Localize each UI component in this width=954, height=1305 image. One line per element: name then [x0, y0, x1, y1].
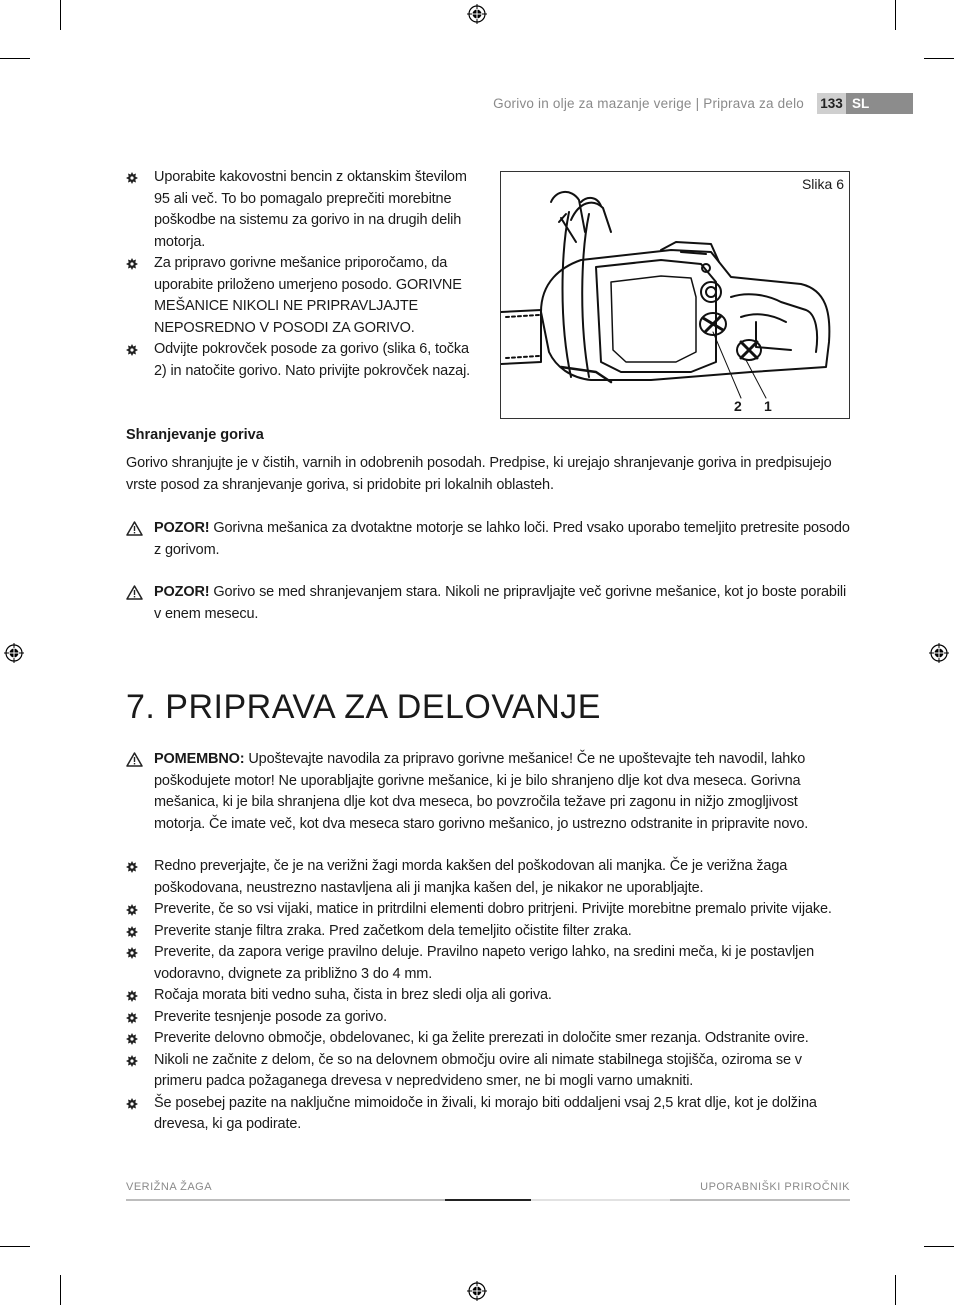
crop-mark [0, 1246, 30, 1247]
list-item: Preverite delovno območje, obdelovanec, ki ga želite prerezati in določite smer rezanja. Odstranite ovire. [126, 1028, 850, 1050]
warning-label: POZOR! [154, 584, 210, 600]
registration-mark-icon [4, 643, 24, 663]
registration-mark-icon [929, 643, 949, 663]
important-label: POMEMBNO: [154, 751, 245, 767]
list-item: Ročaja morata biti vedno suha, čista in brez sledi olja ali goriva. [126, 985, 850, 1007]
figure-6 [500, 171, 850, 419]
warning-block [126, 518, 850, 561]
figure-label-1: 1 [764, 398, 772, 414]
list-item: Redno preverjajte, če je na verižni žagi morda kakšen del poškodovan ali manjka. Če je verižna žaga poškodovana, neustrezno nastavljena ali ji manjka kašen del, je nikakor ne uporabljajte. [126, 856, 850, 899]
bullet-icon [126, 990, 138, 1002]
crop-mark [924, 58, 954, 59]
important-block [126, 749, 850, 835]
section-title: 7. PRIPRAVA ZA DELOVANJE [126, 688, 601, 726]
crop-mark [895, 0, 896, 30]
warning-block [126, 582, 850, 625]
storage-heading: Shranjevanje goriva [126, 427, 264, 443]
list-item: Še posebej pazite na naključne mimoidoče in živali, ki morajo biti oddaljeni vsaj 2,5 krat dlje, kot je dolžina drevesa, ki ga podirate. [126, 1093, 850, 1136]
crop-mark [924, 1246, 954, 1247]
crop-mark [60, 1275, 61, 1305]
list-item: Preverite stanje filtra zraka. Pred začetkom dela temeljito očistite filter zraka. [126, 921, 850, 943]
list-item: Uporabite kakovostni bencin z oktanskim številom 95 ali več. To bo pomagalo preprečiti morebitne poškodbe na sistemu za gorivo in na drugih delih motorja. [126, 167, 478, 253]
page-number: 133 [817, 93, 846, 114]
bullet-icon [126, 344, 138, 356]
bullet-icon [126, 1098, 138, 1110]
registration-mark-icon [467, 1281, 487, 1301]
warning-icon [126, 521, 143, 536]
crop-mark [0, 58, 30, 59]
running-header: Gorivo in olje za mazanje verige | Priprava za delo [493, 96, 804, 111]
bullet-icon [126, 258, 138, 270]
list-item: Preverite tesnjenje posode za gorivo. [126, 1007, 850, 1029]
crop-mark [895, 1275, 896, 1305]
list-item: Za pripravo gorivne mešanice priporočamo, da uporabite priloženo umerjeno posodo. GORIVNE MEŠANICE NIKOLI NE PRIPRAVLJAJTE NEPOSREDNO V POSODI ZA GORIVO. [126, 253, 478, 339]
registration-mark-icon [467, 4, 487, 24]
bullet-icon [126, 947, 138, 959]
warning-icon [126, 752, 143, 767]
important-text: Upoštevajte navodila za pripravo gorivne mešanice! Če ne upoštevajte teh navodil, lahko poškodujete motor! Ne uporabljajte gorivne mešanice, ki je bilo shranjeno dlje kot dva meseca. Gorivna mešanica, ki je bila shranjena dlje kot dva meseca, bo povzročila težave pri zagonu in nižjo zmogljivost motorja. Če imate več, kot dva meseca staro gorivno mešanico, jo ustrezno odstranite in pripravite novo. [154, 751, 809, 832]
figure-caption: Slika 6 [801, 176, 844, 192]
warning-text: Gorivo se med shranjevanjem stara. Nikoli ne pripravljajte več gorivne mešanice, kot jo boste porabili v enem mesecu. [154, 584, 847, 622]
warning-icon [126, 585, 143, 600]
intro-bullet-list [126, 167, 478, 382]
footer-left: VERIŽNA ŽAGA [126, 1181, 213, 1193]
bullet-icon [126, 861, 138, 873]
warning-text: Gorivna mešanica za dvotaktne motorje se lahko loči. Pred vsako uporabo temeljito pretresite posodo z gorivom. [154, 520, 850, 558]
figure-label-2: 2 [734, 398, 742, 414]
footer-rule [531, 1199, 670, 1201]
footer-rule [126, 1199, 445, 1201]
checklist [126, 856, 850, 1136]
storage-paragraph: Gorivo shranjujte je v čistih, varnih in odobrenih posodah. Predpise, ki urejajo shranjevanje goriva in predpisujejo vrste posod za shranjevanje goriva, si pridobite pri lokalnih oblasteh. [126, 455, 832, 493]
list-item: Nikoli ne začnite z delom, če so na delovnem območju ovire ali nimate stabilnega stojišča, oziroma se v primeru padca požaganega drevesa v nepredvideno smer, ne bi mogli varno umakniti. [126, 1050, 850, 1093]
bullet-icon [126, 1012, 138, 1024]
language-tag: SL [846, 93, 913, 114]
list-item: Preverite, da zapora verige pravilno deluje. Pravilno napeto verigo lahko, na sredini meča, ki je postavljen vodoravno, dvignete za približno 3 do 4 mm. [126, 942, 850, 985]
warning-label: POZOR! [154, 520, 210, 536]
bullet-icon [126, 172, 138, 184]
footer-right: UPORABNIŠKI PRIROČNIK [700, 1181, 850, 1193]
list-item: Preverite, če so vsi vijaki, matice in pritrdilni elementi dobro pritrjeni. Privijte morebitne premalo privite vijake. [126, 899, 850, 921]
bullet-icon [126, 1033, 138, 1045]
crop-mark [60, 0, 61, 30]
list-item: Odvijte pokrovček posode za gorivo (slika 6, točka 2) in natočite gorivo. Nato privijte pokrovček nazaj. [126, 339, 478, 382]
bullet-icon [126, 926, 138, 938]
bullet-icon [126, 1055, 138, 1067]
footer-rule [445, 1199, 531, 1201]
bullet-icon [126, 904, 138, 916]
chainsaw-illustration [501, 172, 849, 418]
footer-rule [670, 1199, 850, 1201]
